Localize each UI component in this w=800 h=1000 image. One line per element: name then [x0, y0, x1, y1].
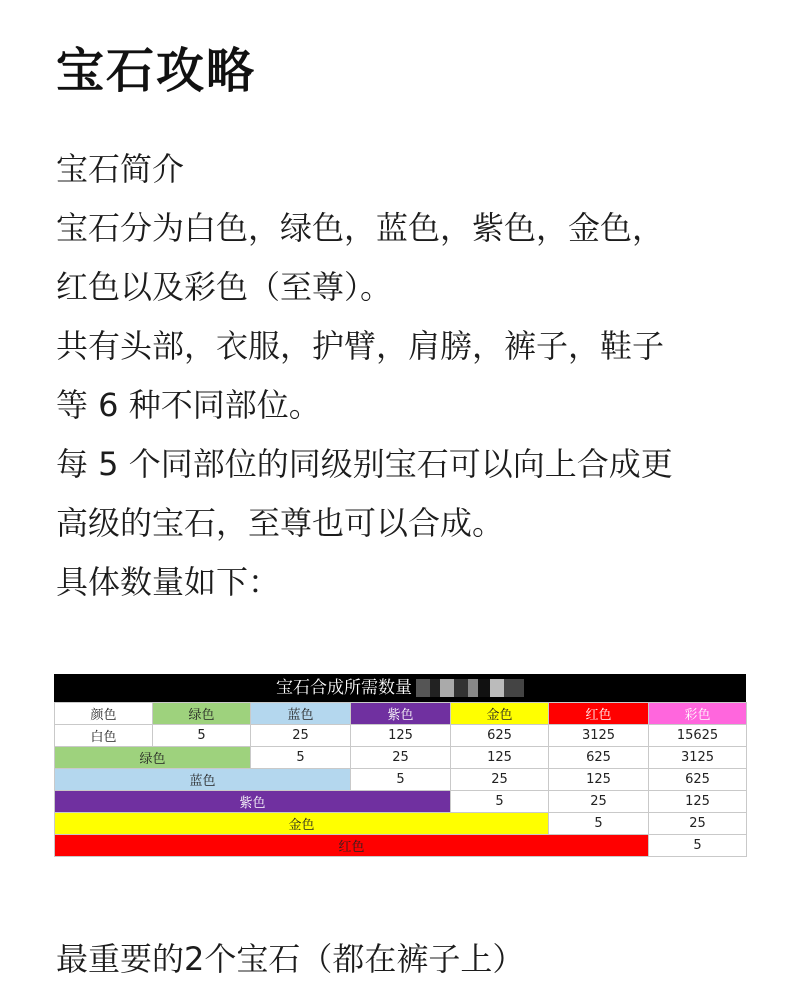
- intro-line: 高级的宝石，至尊也可以合成。: [56, 504, 505, 542]
- value-cell: 3125: [649, 747, 747, 769]
- intro-line: 红色以及彩色（至尊）。: [56, 268, 393, 306]
- intro-line: 共有头部，衣服，护臂，肩膀，裤子，鞋子: [56, 327, 665, 365]
- pixelated-redaction: [416, 679, 524, 697]
- header-cell: 蓝色: [251, 703, 351, 725]
- value-cell: 25: [451, 769, 549, 791]
- value-cell: 5: [451, 791, 549, 813]
- intro-text: [56, 140, 756, 612]
- header-cell: 绿色: [153, 703, 251, 725]
- value-cell: 25: [549, 791, 649, 813]
- value-cell: 5: [649, 835, 747, 857]
- value-cell: 5: [549, 813, 649, 835]
- value-cell: 5: [153, 725, 251, 747]
- row-label-cell: 紫色: [55, 791, 451, 813]
- value-cell: 25: [649, 813, 747, 835]
- value-cell: 125: [451, 747, 549, 769]
- value-cell: 625: [549, 747, 649, 769]
- value-cell: 625: [649, 769, 747, 791]
- intro-line: 等 6 种不同部位。: [56, 386, 321, 424]
- intro-line: 宝石分为白色，绿色，蓝色，紫色，金色，: [56, 209, 665, 247]
- table-title-bar: [54, 674, 746, 702]
- header-cell: 金色: [451, 703, 549, 725]
- header-cell: 紫色: [351, 703, 451, 725]
- table-row: [55, 725, 747, 747]
- table-row: [55, 791, 747, 813]
- gem-synthesis-table: [54, 702, 747, 857]
- value-cell: 25: [351, 747, 451, 769]
- table-row: [55, 813, 747, 835]
- row-label-cell: 金色: [55, 813, 549, 835]
- value-cell: 125: [549, 769, 649, 791]
- header-cell: 彩色: [649, 703, 747, 725]
- intro-line: 具体数量如下：: [56, 563, 281, 601]
- gem-synthesis-table-image: [54, 674, 746, 857]
- table-row: [55, 747, 747, 769]
- section-heading: 最重要的2个宝石（都在裤子上）: [56, 940, 525, 978]
- value-cell: 125: [351, 725, 451, 747]
- table-row: [55, 835, 747, 857]
- table-header-row: [55, 703, 747, 725]
- row-label-cell: 红色: [55, 835, 649, 857]
- table-title: 宝石合成所需数量: [276, 678, 412, 698]
- table-row: [55, 769, 747, 791]
- row-label-cell: 绿色: [55, 747, 251, 769]
- article-title: 宝石攻略: [56, 43, 257, 99]
- row-label-cell: 白色: [55, 725, 153, 747]
- value-cell: 5: [251, 747, 351, 769]
- header-cell: 颜色: [55, 703, 153, 725]
- value-cell: 125: [649, 791, 747, 813]
- intro-line: 每 5 个同部位的同级别宝石可以向上合成更: [56, 445, 673, 483]
- value-cell: 625: [451, 725, 549, 747]
- value-cell: 25: [251, 725, 351, 747]
- header-cell: 红色: [549, 703, 649, 725]
- intro-heading: 宝石简介: [56, 150, 185, 188]
- row-label-cell: 蓝色: [55, 769, 351, 791]
- value-cell: 15625: [649, 725, 747, 747]
- value-cell: 3125: [549, 725, 649, 747]
- value-cell: 5: [351, 769, 451, 791]
